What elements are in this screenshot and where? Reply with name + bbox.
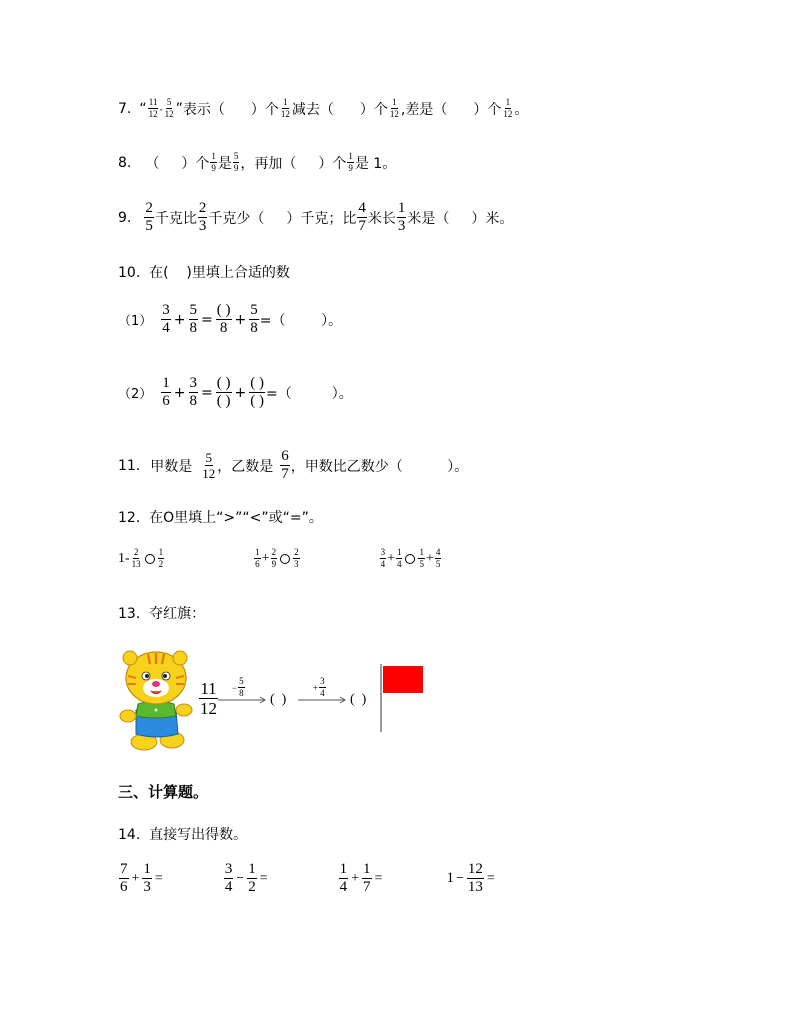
q9-fraction-1-3: $\frac{1}{3}$ <box>397 200 406 234</box>
question-7 <box>118 98 528 119</box>
q10-p2-plus: + <box>173 384 186 401</box>
q8-text-2: ）个 <box>181 155 210 172</box>
q10-p2-end: =（ ）。 <box>265 385 353 402</box>
q14-e4-op: − <box>455 870 464 886</box>
q12-a-compare-circle[interactable] <box>145 554 155 564</box>
q7-text-4: ）个 <box>359 101 388 118</box>
q9-text-5: 米是（ <box>407 210 450 227</box>
q7-text-3: 减去（ <box>291 101 334 118</box>
q12-c-compare-circle[interactable] <box>405 554 415 564</box>
q14-e2-equals: = <box>259 870 268 886</box>
q14-expr-3 <box>338 862 385 895</box>
q12-a-one-minus: 1- <box>118 550 130 566</box>
question-10-title: 10. 在( )里填上合适的数 <box>118 265 290 281</box>
q13-step-1-operator: − $\frac{5}{8}$ <box>232 676 244 698</box>
q11-fraction-6-7: $\frac{6}{7}$ <box>281 448 289 482</box>
q11-fraction-5-12: $\frac{5}{12}$ <box>202 450 216 481</box>
q7-unit-fraction-3: $\frac{1}{12}$ <box>503 97 513 119</box>
q7-unit-fraction-1: $\frac{1}{12}$ <box>280 97 290 119</box>
q9-text-2: 千克少（ <box>208 210 265 227</box>
q12-b-compare-circle[interactable] <box>280 554 290 564</box>
question-10-part-1 <box>118 303 342 336</box>
q9-text-3: ）千克；比 <box>286 210 357 227</box>
q14-e1-equals: = <box>154 870 163 886</box>
question-14-title: 14. 直接写出得数。 <box>118 827 248 843</box>
q14-expr-1 <box>118 862 165 895</box>
q13-arrow-1 <box>218 695 268 705</box>
q14-expr-4 <box>446 862 496 895</box>
q14-e2-fraction-1-2: $\frac{1}{2}$ <box>248 861 256 895</box>
q10-p1-label: （1） <box>118 314 153 329</box>
question-9 <box>118 201 513 234</box>
q12-a-fraction-2-13: $\frac{2}{13}$ <box>131 547 141 569</box>
q8-text-6: 是 1。 <box>354 155 397 172</box>
q12-c-fraction-4-5: $\frac{4}{5}$ <box>435 547 441 569</box>
q7-fraction-5-12: $\frac{5}{12}$ <box>164 97 174 119</box>
q13-arrow-2 <box>298 695 348 705</box>
q8-number: 8. <box>118 154 132 171</box>
q14-e4-fraction-12-13: $\frac{12}{13}$ <box>467 861 483 895</box>
q8-fraction-1-9: $\frac{1}{9}$ <box>211 151 216 173</box>
q12-c-plus-2: + <box>425 550 434 566</box>
q12-item-c <box>379 548 443 569</box>
q8-fraction-1-9-b: $\frac{1}{9}$ <box>348 151 353 173</box>
q14-e4-one: 1 <box>446 870 454 886</box>
q12-b-fraction-1-6: $\frac{1}{6}$ <box>255 547 260 569</box>
q11-text-2: ，乙数是 <box>217 458 274 475</box>
q10-p1-plus-2: + <box>234 311 247 328</box>
q7-text-6: ）个 <box>473 101 502 118</box>
q8-text-1: （ <box>145 155 160 172</box>
q12-b-plus: + <box>261 550 270 566</box>
q14-e3-fraction-1-7: $\frac{1}{7}$ <box>363 861 371 895</box>
q13-tiger-illustration <box>116 648 196 753</box>
q7-number: 7. <box>118 100 132 117</box>
q9-text-1: 千克比 <box>154 210 197 227</box>
q9-text-4: 米长 <box>367 210 396 227</box>
question-12-items <box>118 548 442 569</box>
q14-e2-fraction-3-4: $\frac{3}{4}$ <box>224 861 233 895</box>
q9-fraction-2-3: $\frac{2}{3}$ <box>198 200 207 234</box>
q14-e3-equals: = <box>374 870 383 886</box>
q14-e1-fraction-7-6: $\frac{7}{6}$ <box>120 861 128 895</box>
q10-p2-fraction-3-8: $\frac{3}{8}$ <box>189 375 198 409</box>
q14-e3-op: + <box>351 870 360 886</box>
q14-e3-fraction-1-4: $\frac{1}{4}$ <box>339 861 348 895</box>
question-10-part-2 <box>118 376 353 409</box>
q12-c-fraction-3-4: $\frac{3}{4}$ <box>380 547 386 569</box>
q11-number: 11. <box>118 457 141 474</box>
q8-fraction-5-9: $\frac{5}{9}$ <box>233 151 239 173</box>
q10-p2-label: （2） <box>118 387 153 402</box>
q14-expr-2 <box>223 862 270 895</box>
q10-p1-fraction-5-8-b: $\frac{5}{8}$ <box>250 302 258 336</box>
q8-text-4: ，再加（ <box>240 155 297 172</box>
q10-p1-end: =（ ）。 <box>259 312 343 329</box>
q13-blank-2[interactable]: ( ) <box>350 692 367 707</box>
q10-p2-fraction-1-6: $\frac{1}{6}$ <box>162 375 170 409</box>
q10-p1-blank-fraction: $\frac{( )}{8}$ <box>216 302 231 336</box>
q13-start-fraction: $\frac{11}{12}$ <box>200 679 217 718</box>
q12-c-fraction-1-4: $\frac{1}{4}$ <box>396 547 402 569</box>
q7-text-2: ）个 <box>250 101 279 118</box>
q7-minus: - <box>159 103 163 114</box>
q7-quote-open: “ <box>139 100 147 117</box>
q10-p2-blank-fraction-2: $\frac{( )}{( )}$ <box>250 375 264 409</box>
q14-e1-fraction-1-3: $\frac{1}{3}$ <box>143 861 151 895</box>
q14-e1-op: + <box>131 870 140 886</box>
q12-c-fraction-1-5: $\frac{1}{5}$ <box>419 547 424 569</box>
q14-e2-op: − <box>236 870 245 886</box>
q12-c-plus: + <box>387 550 395 566</box>
question-11 <box>118 449 468 482</box>
q12-a-fraction-1-2: $\frac{1}{2}$ <box>158 547 164 569</box>
q10-p1-fraction-3-4: $\frac{3}{4}$ <box>162 302 170 336</box>
q10-p2-blank-fraction-1: $\frac{( )}{( )}$ <box>216 375 231 409</box>
q11-text-1: 甲数是 <box>150 458 193 475</box>
q7-end: 。 <box>514 101 529 118</box>
q10-p1-fraction-5-8: $\frac{5}{8}$ <box>189 302 198 336</box>
q7-text-1: 表示（ <box>182 101 225 118</box>
question-13-title: 13. 夺红旗： <box>118 606 206 622</box>
q12-b-fraction-2-3: $\frac{2}{3}$ <box>294 547 299 569</box>
q7-unit-fraction-2: $\frac{1}{12}$ <box>389 97 399 119</box>
q14-e4-equals: = <box>486 870 495 886</box>
tiger-icon <box>116 648 196 753</box>
q10-p2-equals: = <box>201 384 213 401</box>
q7-text-5: ,差是（ <box>400 101 448 118</box>
q11-text-3: ，甲数比乙数少（ ）。 <box>290 458 469 475</box>
q8-text-5: ）个 <box>318 155 347 172</box>
q9-fraction-2-5: $\frac{2}{5}$ <box>145 200 153 234</box>
q12-item-b <box>253 548 300 569</box>
q7-quote-close: ” <box>175 100 183 117</box>
q8-text-3: 是 <box>217 155 232 172</box>
question-12-title: 12. 在O里填上“>”“<”或“=”。 <box>118 510 323 526</box>
q7-fraction-11-12: $\frac{11}{12}$ <box>148 97 158 119</box>
q13-step-2-fraction-3-4: $\frac{3}{4}$ <box>320 676 325 698</box>
section-3-title: 三、计算题。 <box>118 783 209 801</box>
q12-b-fraction-2-9: $\frac{2}{9}$ <box>271 547 277 569</box>
q10-p1-equals: = <box>201 311 213 328</box>
q10-p1-plus: + <box>173 311 186 328</box>
q10-p2-plus-2: + <box>234 384 247 401</box>
q12-item-a <box>118 548 165 569</box>
question-14-expressions <box>118 862 497 895</box>
q13-step-2-operator: + $\frac{3}{4}$ <box>313 676 325 698</box>
question-8 <box>118 152 396 173</box>
q9-fraction-4-7: $\frac{4}{7}$ <box>358 200 366 234</box>
q13-blank-1[interactable]: ( ) <box>270 692 287 707</box>
q13-red-flag-icon <box>383 666 423 693</box>
q9-number: 9. <box>118 209 132 226</box>
q9-text-6: ）米。 <box>471 210 514 227</box>
q13-step-1-fraction-5-8: $\frac{5}{8}$ <box>239 676 244 698</box>
q13-flag-pole <box>380 664 382 732</box>
